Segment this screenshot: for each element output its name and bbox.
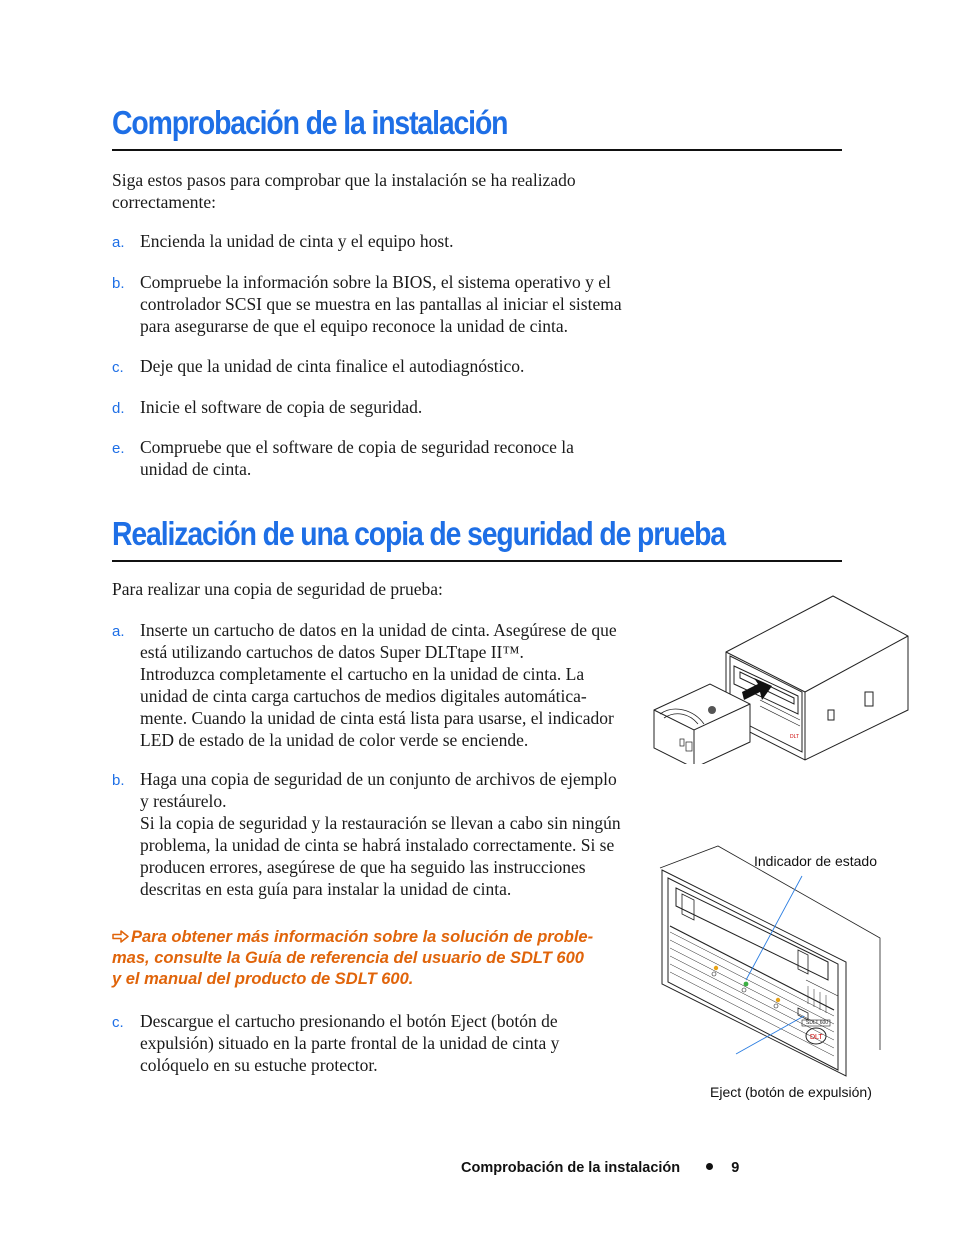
step-letter: b.	[112, 275, 125, 292]
step-letter: a.	[112, 234, 125, 251]
svg-text:DLT: DLT	[810, 1034, 823, 1041]
step-letter: d.	[112, 400, 125, 417]
step-text: Inserte un cartucho de datos en la unidad de cinta. Asegúrese de que	[140, 620, 617, 640]
step-text: descritas en esta guía para instalar la unidad de cinta.	[140, 879, 512, 899]
footer-section-title: Comprobación de la instalación	[461, 1160, 681, 1176]
intro-line: correctamente:	[112, 192, 216, 212]
section-rule	[112, 149, 842, 151]
step-text: Si la copia de seguridad y la restauración se llevan a cabo sin ningún	[140, 813, 621, 833]
step-text: y restáurelo.	[140, 791, 227, 811]
step-text: unidad de cinta.	[140, 459, 252, 479]
footer-bullet	[706, 1163, 713, 1170]
note-line	[112, 927, 593, 948]
note-text: Para obtener más información sobre la solución de proble-	[131, 928, 594, 946]
section-rule	[112, 560, 842, 562]
step-text: Inicie el software de copia de seguridad.	[140, 397, 423, 417]
label-eject-button: Eject (botón de expulsión)	[710, 1084, 872, 1100]
section-title-test-backup: Realización de una copia de seguridad de prueba	[112, 515, 725, 552]
step-text: Encienda la unidad de cinta y el equipo host.	[140, 231, 454, 251]
step-text: expulsión) situado en la parte frontal de la unidad de cinta y	[140, 1033, 560, 1053]
step-text: LED de estado de la unidad de color verde se enciende.	[140, 730, 529, 750]
figure-cartridge-insertion	[650, 592, 912, 764]
step-letter: e.	[112, 440, 125, 457]
label-status-indicator: Indicador de estado	[754, 853, 877, 869]
step-letter: b.	[112, 772, 125, 789]
step-text: está utilizando cartuchos de datos Super DLTtape II™.	[140, 642, 524, 662]
arrow-right-icon	[112, 930, 129, 943]
step-letter: c.	[112, 359, 124, 376]
step-text: Descargue el cartucho presionando el botón Eject (botón de	[140, 1011, 558, 1031]
svg-text:SDLT 600: SDLT 600	[806, 1020, 829, 1026]
step-text: Introduzca completamente el cartucho en la unidad de cinta. La	[140, 664, 585, 684]
section2-intro: Para realizar una copia de seguridad de prueba:	[112, 579, 443, 599]
figure-drive-front	[658, 840, 888, 1080]
intro-line: Siga estos pasos para comprobar que la instalación se ha realizado	[112, 170, 576, 190]
step-letter: c.	[112, 1014, 124, 1031]
step-text: problema, la unidad de cinta se habrá instalado correctamente. Si se	[140, 835, 615, 855]
footer-page-number: 9	[731, 1160, 740, 1176]
note-line: mas, consulte la Guía de referencia del usuario de SDLT 600	[112, 949, 584, 967]
section1-intro	[112, 169, 576, 213]
step-text: para asegurarse de que el equipo reconoce la unidad de cinta.	[140, 316, 569, 336]
note-callout	[112, 927, 593, 990]
step-text: unidad de cinta carga cartuchos de medios digitales automática-	[140, 686, 587, 706]
page-footer	[461, 1160, 739, 1176]
step-text: Compruebe la información sobre la BIOS, el sistema operativo y el	[140, 272, 611, 292]
note-line: y el manual del producto de SDLT 600.	[112, 970, 414, 988]
step-text: colóquelo en su estuche protector.	[140, 1055, 378, 1075]
step-text: controlador SCSI que se muestra en las pantallas al iniciar el sistema	[140, 294, 622, 314]
step-text: mente. Cuando la unidad de cinta está lista para usarse, el indicador	[140, 708, 614, 728]
step-text: Haga una copia de seguridad de un conjunto de archivos de ejemplo	[140, 769, 617, 789]
section-title-installation: Comprobación de la instalación	[112, 104, 508, 141]
step-letter: a.	[112, 623, 125, 640]
step-text: Deje que la unidad de cinta finalice el autodiagnóstico.	[140, 356, 525, 376]
svg-text:DLT: DLT	[790, 734, 800, 740]
step-text: producen errores, asegúrese de que ha seguido las instrucciones	[140, 857, 586, 877]
step-text: Compruebe que el software de copia de seguridad reconoce la	[140, 437, 574, 457]
